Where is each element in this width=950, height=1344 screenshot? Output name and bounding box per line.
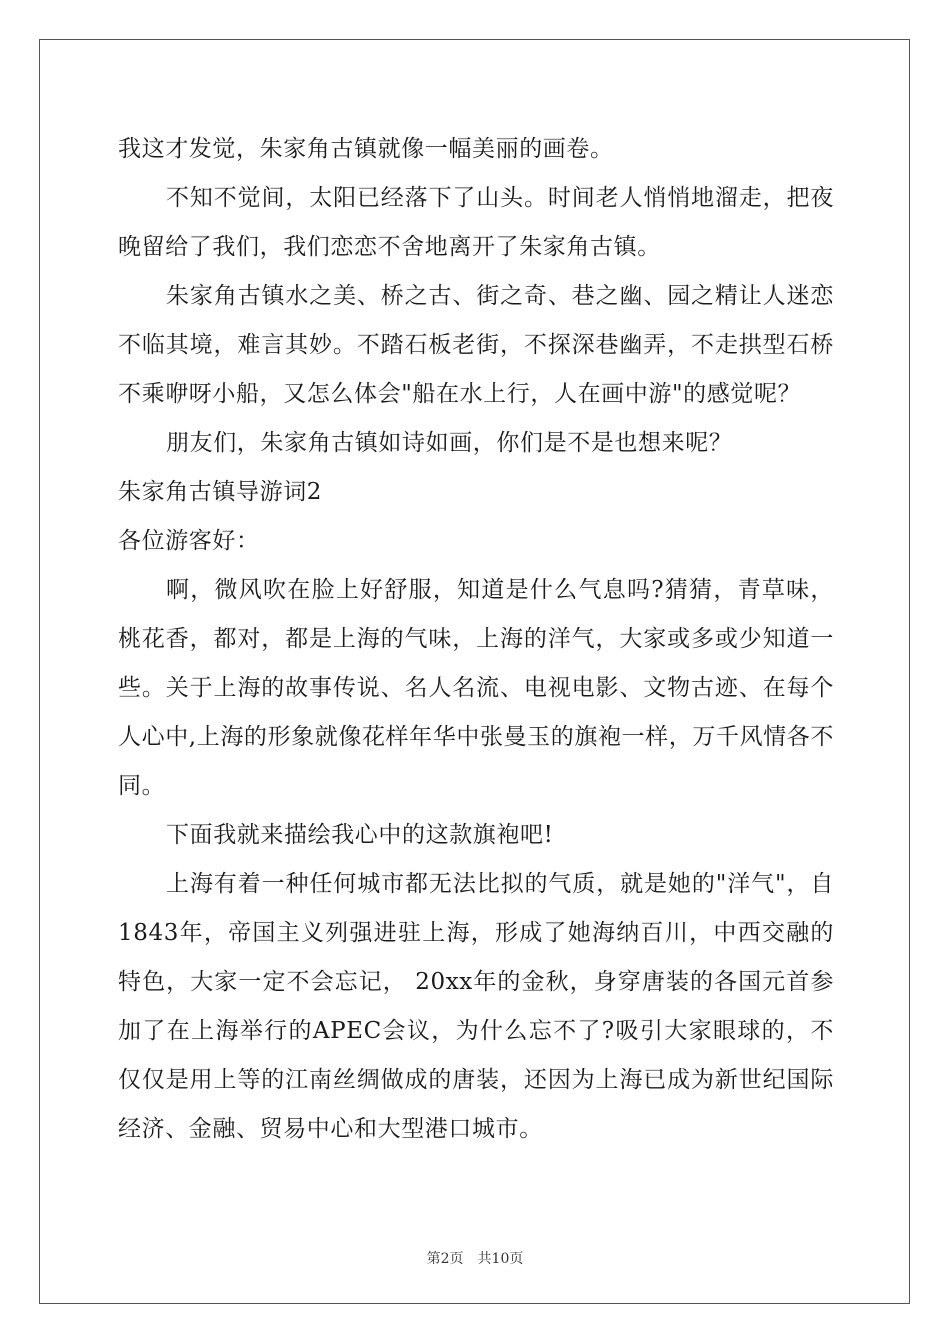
paragraph: 我这才发觉，朱家角古镇就像一幅美丽的画卷。 — [118, 136, 614, 162]
document-body — [118, 125, 834, 1154]
paragraph: 上海有着一种任何城市都无法比拟的气质，就是她的"洋气"，自1843年，帝国主义列强进驻上海，形成了她海纳百川，中西交融的特色，大家一定不会忘记， 20xx年的金秋，身穿唐装的各国元首参加了在上海举行的APEC会议，为什么忘不了?吸引大家眼球的，不仅仅是用上等的江南丝绸做成的唐装，还因为上海已成为新世纪国际经济、金融、贸易中心和大型港口城市。 — [118, 871, 834, 1142]
greeting: 各位游客好： — [118, 528, 260, 554]
paragraph: 啊，微风吹在脸上好舒服，知道是什么气息吗?猜猜，青草味，桃花香，都对，都是上海的气味，上海的洋气，大家或多或少知道一些。关于上海的故事传说、名人名流、电视电影、文物古迹、在每个人心中,上海的形象就像花样年华中张曼玉的旗袍一样，万千风情各不同。 — [118, 577, 834, 799]
paragraph: 不知不觉间，太阳已经落下了山头。时间老人悄悄地溜走，把夜晚留给了我们，我们恋恋不舍地离开了朱家角古镇。 — [118, 185, 834, 260]
paragraph: 下面我就来描绘我心中的这款旗袍吧! — [166, 822, 554, 848]
section-heading: 朱家角古镇导游词2 — [118, 479, 323, 505]
page-number-footer: 第2页 共10页 — [426, 1251, 524, 1267]
paragraph: 朱家角古镇水之美、桥之古、街之奇、巷之幽、园之精让人迷恋不临其境，难言其妙。不踏石板老街，不探深巷幽弄，不走拱型石桥不乘咿呀小船，又怎么体会"船在水上行，人在画中游"的感觉呢？ — [118, 283, 834, 407]
paragraph: 朋友们，朱家角古镇如诗如画，你们是不是也想来呢？ — [166, 430, 733, 456]
